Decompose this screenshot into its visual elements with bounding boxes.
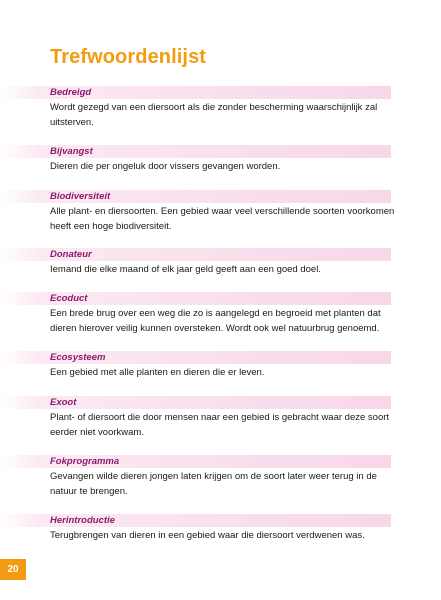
glossary-term: Exoot <box>50 397 77 408</box>
glossary-definition: Alle plant- en diersoorten. Een gebied waar veel verschillende soorten voorkomen heeft een hoge biodiversiteit. <box>50 206 395 232</box>
glossary-term: Biodiversiteit <box>50 191 111 202</box>
glossary-term: Ecoduct <box>50 293 88 304</box>
glossary-definition: Een gebied met alle planten en dieren die er leven. <box>50 367 265 378</box>
glossary-definition: Iemand die elke maand of elk jaar geld geeft aan een goed doel. <box>50 264 321 275</box>
glossary-term: Bijvangst <box>50 146 93 157</box>
glossary-term: Ecosysteem <box>50 352 106 363</box>
glossary-term: Fokprogramma <box>50 456 120 467</box>
glossary-term: Herintroductie <box>50 515 115 526</box>
page-number: 20 <box>0 559 26 580</box>
glossary-definition: Plant- of diersoort die door mensen naar een gebied is gebracht waar deze soort eerder niet voorkwam. <box>50 412 390 438</box>
glossary-definition: Gevangen wilde dieren jongen laten krijgen om de soort later weer terug in de natuur te brengen. <box>50 471 377 497</box>
glossary-term: Bedreigd <box>50 87 92 98</box>
glossary-definition: Terugbrengen van dieren in een gebied waar die diersoort verdwenen was. <box>50 530 365 541</box>
page-title: Trefwoordenlijst <box>50 46 207 68</box>
glossary-definition: Een brede brug over een weg die zo is aangelegd en begroeid met planten dat dieren hierover veilig kunnen oversteken. Wordt ook wel natuurbrug genoemd. <box>50 308 381 334</box>
glossary-definition: Dieren die per ongeluk door vissers gevangen worden. <box>50 161 281 172</box>
glossary-definition: Wordt gezegd van een diersoort als die zonder bescherming waarschijnlijk zal uitsterven. <box>50 102 378 128</box>
glossary-term: Donateur <box>50 249 92 260</box>
